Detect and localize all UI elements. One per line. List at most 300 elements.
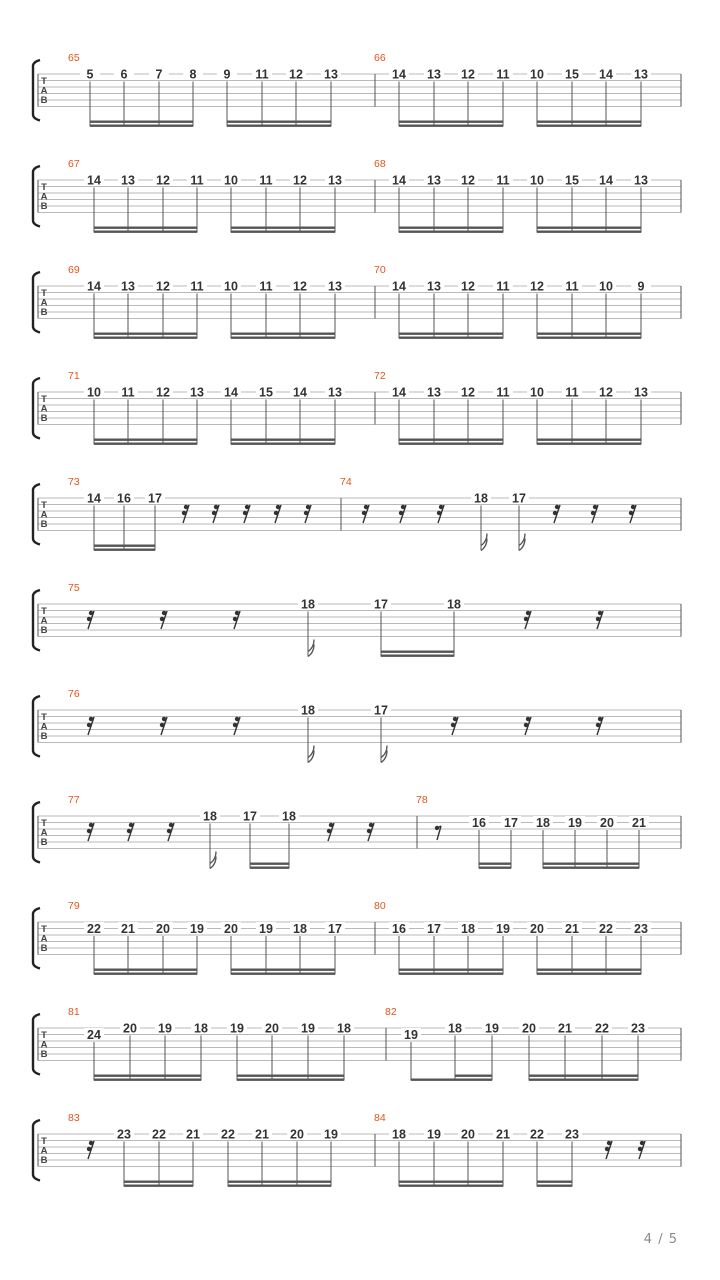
- fret-number: 18: [461, 922, 475, 936]
- fret-number: 18: [301, 597, 315, 612]
- fret-number: 18: [301, 703, 315, 718]
- system-bracket: [33, 696, 40, 757]
- fret-number: 10: [530, 173, 544, 188]
- fret-number: 20: [530, 922, 544, 936]
- fret-number: 13: [427, 173, 441, 188]
- fret-number: 23: [631, 1021, 645, 1036]
- sixteenth-rest: [87, 823, 94, 841]
- sixteenth-rest: [274, 505, 281, 523]
- beam: [228, 1185, 331, 1187]
- fret-number: 11: [121, 385, 135, 400]
- sixteenth-rest: [87, 611, 94, 629]
- fret-number: 19: [230, 1021, 244, 1036]
- tab-system: [33, 1112, 681, 1187]
- measure-number: 73: [68, 476, 80, 488]
- fret-number: 19: [158, 1021, 172, 1036]
- tab-system: [33, 688, 681, 763]
- fret-number: 11: [496, 173, 510, 188]
- fret-number: 21: [121, 922, 135, 936]
- fret-number: 14: [293, 385, 307, 400]
- system-bracket: [33, 908, 40, 969]
- tab-system: [33, 900, 681, 975]
- fret-number: 19: [190, 922, 204, 936]
- fret-number: 12: [461, 279, 475, 294]
- tab-clef-letter: T: [41, 1136, 47, 1147]
- fret-number: 15: [565, 173, 579, 188]
- fret-number: 17: [148, 491, 162, 506]
- fret-number: 22: [152, 1127, 166, 1142]
- measure-number: 69: [68, 264, 80, 276]
- fret-number: 5: [86, 67, 94, 82]
- fret-number: 16: [117, 491, 131, 506]
- system-bracket: [33, 272, 40, 333]
- measure-number: 78: [416, 794, 428, 806]
- fret-number: 20: [123, 1021, 137, 1036]
- fret-number: 12: [293, 279, 307, 294]
- fret-number: 18: [448, 1021, 462, 1036]
- sixteenth-rest: [160, 611, 167, 629]
- system-bracket: [33, 378, 40, 439]
- tab-system: [33, 1006, 681, 1081]
- beam: [537, 1185, 572, 1187]
- beam: [529, 1079, 638, 1081]
- beam: [94, 549, 155, 551]
- tab-system: [33, 476, 681, 551]
- measure-number: 66: [374, 52, 386, 64]
- tab-clef-letter: A: [40, 191, 48, 203]
- beam: [537, 439, 641, 441]
- fret-number: 14: [392, 279, 406, 294]
- beam: [94, 231, 197, 233]
- fret-number: 10: [224, 279, 238, 294]
- fret-number: 19: [324, 1127, 338, 1142]
- beam: [231, 333, 335, 335]
- tab-clef-letter: B: [40, 95, 48, 106]
- fret-number: 10: [530, 67, 544, 82]
- tab-clef-letter: T: [41, 924, 47, 935]
- system-bracket: [33, 1014, 40, 1075]
- fret-number: 21: [565, 922, 579, 936]
- tab-clef-letter: A: [40, 615, 48, 627]
- sixteenth-rest: [524, 717, 531, 735]
- beam: [479, 863, 511, 865]
- tab-system: [33, 264, 681, 339]
- fret-number: 23: [634, 922, 648, 936]
- tab-system: [33, 582, 681, 657]
- beam: [231, 969, 335, 971]
- fret-number: 17: [328, 922, 342, 936]
- tab-clef-letter: B: [40, 943, 48, 954]
- fret-number: 14: [599, 173, 613, 188]
- sixteenth-rest: [212, 505, 219, 523]
- measure-number: 74: [340, 476, 352, 488]
- fret-number: 14: [599, 67, 613, 82]
- measure-number: 82: [385, 1006, 397, 1018]
- sixteenth-rest: [167, 823, 174, 841]
- sixteenth-rest: [182, 505, 189, 523]
- beam: [94, 1075, 201, 1077]
- fret-number: 13: [427, 385, 441, 400]
- beam: [399, 227, 503, 229]
- fret-number: 15: [565, 67, 579, 82]
- sixteenth-rest: [160, 717, 167, 735]
- fret-number: 14: [87, 279, 101, 294]
- fret-number: 18: [203, 809, 217, 824]
- measure-number: 67: [68, 158, 80, 170]
- sixteenth-rest: [524, 611, 531, 629]
- fret-number: 17: [512, 491, 526, 506]
- fret-number: 13: [427, 279, 441, 294]
- fret-number: 10: [530, 385, 544, 400]
- tab-system: [33, 52, 681, 127]
- page-current: 4: [643, 1232, 654, 1247]
- fret-number: 16: [472, 816, 486, 830]
- beam: [537, 973, 641, 975]
- tab-clef-letter: A: [40, 85, 48, 97]
- measure-number: 84: [374, 1112, 386, 1124]
- system-bracket: [33, 1120, 40, 1181]
- tab-clef-letter: T: [41, 818, 47, 829]
- tab-clef-letter: B: [40, 1155, 48, 1166]
- sixteenth-rest: [327, 823, 334, 841]
- fret-number: 14: [224, 385, 238, 400]
- fret-number: 24: [87, 1028, 101, 1042]
- tab-clef-letter: T: [41, 394, 47, 405]
- fret-number: 13: [328, 173, 342, 188]
- system-bracket: [33, 166, 40, 227]
- measure-number: 65: [68, 52, 80, 64]
- tab-clef-letter: A: [40, 1039, 48, 1051]
- fret-number: 20: [290, 1127, 304, 1142]
- measure-number: 72: [374, 370, 386, 382]
- sixteenth-rest: [367, 823, 374, 841]
- beam: [399, 443, 503, 445]
- fret-number: 9: [223, 67, 231, 82]
- measure-number: 80: [374, 900, 386, 912]
- fret-number: 11: [190, 173, 204, 188]
- beam: [94, 545, 155, 547]
- fret-number: 13: [328, 385, 342, 400]
- tab-clef-letter: B: [40, 519, 48, 530]
- fret-number: 10: [224, 173, 238, 188]
- system-bracket: [33, 60, 40, 121]
- beam: [228, 1181, 331, 1183]
- beam: [237, 1079, 344, 1081]
- beam: [94, 439, 197, 441]
- fret-number: 18: [337, 1021, 351, 1036]
- beam: [537, 333, 641, 335]
- sixteenth-rest: [127, 823, 134, 841]
- beam: [543, 863, 639, 865]
- tab-clef-letter: T: [41, 500, 47, 511]
- beam: [399, 231, 503, 233]
- page-number: [644, 1232, 678, 1247]
- fret-number: 13: [634, 67, 648, 82]
- tab-clef-letter: B: [40, 1049, 48, 1060]
- fret-number: 11: [255, 67, 269, 82]
- fret-number: 18: [293, 922, 307, 936]
- beam: [231, 337, 335, 339]
- fret-number: 20: [265, 1021, 279, 1036]
- fret-number: 10: [87, 385, 101, 400]
- fret-number: 23: [565, 1127, 579, 1142]
- tab-clef-letter: A: [40, 297, 48, 309]
- fret-number: 22: [87, 922, 101, 936]
- fret-number: 13: [328, 279, 342, 294]
- sixteenth-rest: [87, 717, 94, 735]
- beam: [231, 443, 335, 445]
- beam: [90, 121, 193, 123]
- beam: [455, 1075, 492, 1077]
- measure-number: 79: [68, 900, 80, 912]
- fret-number: 21: [632, 816, 646, 830]
- sixteenth-rest: [596, 717, 603, 735]
- tab-clef-letter: T: [41, 182, 47, 193]
- sixteenth-rest: [605, 1141, 612, 1159]
- fret-number: 17: [374, 703, 388, 718]
- fret-number: 19: [485, 1021, 499, 1036]
- beam: [537, 443, 641, 445]
- system-bracket: [33, 484, 40, 545]
- sixteenth-rest: [362, 505, 369, 523]
- fret-number: 13: [427, 67, 441, 82]
- fret-number: 11: [190, 279, 204, 294]
- beam: [227, 121, 331, 123]
- sixteenth-rest: [233, 611, 240, 629]
- beam: [94, 969, 197, 971]
- beam: [537, 1181, 572, 1183]
- beam: [94, 443, 197, 445]
- fret-number: 12: [599, 385, 613, 400]
- tab-system: [33, 370, 681, 445]
- fret-number: 19: [427, 1127, 441, 1142]
- beam: [399, 333, 503, 335]
- tab-system: [33, 794, 681, 869]
- tab-clef-letter: B: [40, 731, 48, 742]
- beam: [399, 1181, 503, 1183]
- beam: [399, 969, 503, 971]
- beam: [124, 1181, 193, 1183]
- sixteenth-rest: [87, 1141, 94, 1159]
- measure-number: 75: [68, 582, 80, 594]
- tab-clef-letter: A: [40, 1145, 48, 1157]
- fret-number: 7: [155, 67, 163, 82]
- tab-clef-letter: T: [41, 76, 47, 87]
- tab-clef-letter: B: [40, 307, 48, 318]
- fret-number: 12: [289, 67, 303, 82]
- fret-number: 18: [536, 816, 550, 830]
- beam: [381, 655, 454, 657]
- fret-number: 10: [599, 279, 613, 294]
- page-separator: /: [658, 1232, 664, 1247]
- measure-number: 77: [68, 794, 80, 806]
- fret-number: 19: [404, 1028, 418, 1042]
- fret-number: 14: [392, 67, 406, 82]
- fret-number: 23: [117, 1127, 131, 1142]
- fret-number: 12: [293, 173, 307, 188]
- fret-number: 19: [496, 922, 510, 936]
- beam: [94, 227, 197, 229]
- fret-number: 8: [189, 67, 197, 82]
- fret-number: 16: [392, 922, 406, 936]
- sixteenth-rest: [638, 1141, 645, 1159]
- sixteenth-rest: [399, 505, 406, 523]
- fret-number: 11: [496, 385, 510, 400]
- fret-number: 15: [259, 385, 273, 400]
- fret-number: 21: [186, 1127, 200, 1142]
- tab-clef-letter: B: [40, 837, 48, 848]
- fret-number: 14: [87, 173, 101, 188]
- fret-number: 13: [634, 385, 648, 400]
- sixteenth-rest: [437, 505, 444, 523]
- beam: [399, 1185, 503, 1187]
- fret-number: 18: [194, 1021, 208, 1036]
- beam: [529, 1075, 638, 1077]
- fret-number: 13: [190, 385, 204, 400]
- measure-number: 71: [68, 370, 80, 382]
- fret-number: 21: [255, 1127, 269, 1142]
- measure-number: 83: [68, 1112, 80, 1124]
- tab-system: [33, 158, 681, 233]
- beam: [537, 125, 641, 127]
- fret-number: 12: [530, 279, 544, 294]
- beam: [543, 867, 639, 869]
- fret-number: 19: [301, 1021, 315, 1036]
- fret-number: 6: [120, 67, 128, 82]
- fret-number: 12: [156, 385, 170, 400]
- fret-number: 22: [599, 922, 613, 936]
- fret-number: 12: [461, 67, 475, 82]
- beam: [227, 125, 331, 127]
- beam: [537, 227, 641, 229]
- beam: [231, 439, 335, 441]
- sixteenth-rest: [233, 717, 240, 735]
- fret-number: 20: [461, 1127, 475, 1142]
- beam: [537, 121, 641, 123]
- tab-clef-letter: A: [40, 933, 48, 945]
- tab-clef-letter: B: [40, 625, 48, 636]
- tab-clef-letter: A: [40, 721, 48, 733]
- beam: [250, 867, 289, 869]
- fret-number: 14: [392, 385, 406, 400]
- beam: [90, 125, 193, 127]
- fret-number: 17: [243, 809, 257, 824]
- fret-number: 21: [558, 1021, 572, 1036]
- sixteenth-rest: [596, 611, 603, 629]
- tab-clef-letter: A: [40, 403, 48, 415]
- tab-clef-letter: T: [41, 606, 47, 617]
- fret-number: 18: [447, 597, 461, 612]
- fret-number: 20: [600, 816, 614, 830]
- beam: [250, 863, 289, 865]
- beam: [399, 973, 503, 975]
- fret-number: 11: [259, 279, 273, 294]
- tab-clef-letter: T: [41, 288, 47, 299]
- fret-number: 13: [324, 67, 338, 82]
- beam: [94, 1079, 201, 1081]
- fret-number: 11: [496, 279, 510, 294]
- beam: [231, 973, 335, 975]
- beam: [94, 333, 197, 335]
- fret-number: 12: [461, 173, 475, 188]
- beam: [399, 125, 503, 127]
- fret-number: 11: [565, 279, 579, 294]
- sixteenth-rest: [591, 505, 598, 523]
- beam: [399, 121, 503, 123]
- beam: [124, 1185, 193, 1187]
- system-bracket: [33, 590, 40, 651]
- fret-number: 11: [259, 173, 273, 188]
- fret-number: 13: [121, 173, 135, 188]
- beam: [231, 227, 335, 229]
- beam: [455, 1079, 492, 1081]
- fret-number: 12: [156, 279, 170, 294]
- fret-number: 17: [427, 922, 441, 936]
- tab-clef-letter: T: [41, 712, 47, 723]
- system-bracket: [33, 802, 40, 863]
- fret-number: 22: [221, 1127, 235, 1142]
- fret-number: 20: [522, 1021, 536, 1036]
- fret-number: 12: [461, 385, 475, 400]
- fret-number: 19: [568, 816, 582, 830]
- fret-number: 18: [474, 491, 488, 506]
- beam: [537, 969, 641, 971]
- beam: [399, 439, 503, 441]
- beam: [237, 1075, 344, 1077]
- tab-clef-letter: A: [40, 509, 48, 521]
- measure-number: 70: [374, 264, 386, 276]
- beam: [411, 1079, 455, 1081]
- measure-number: 76: [68, 688, 80, 700]
- beam: [94, 337, 197, 339]
- fret-number: 22: [530, 1127, 544, 1142]
- fret-number: 18: [282, 809, 296, 824]
- fret-number: 21: [496, 1127, 510, 1142]
- beam: [94, 973, 197, 975]
- beam: [231, 231, 335, 233]
- fret-number: 13: [634, 173, 648, 188]
- eighth-rest: [435, 826, 441, 840]
- measure-number: 68: [374, 158, 386, 170]
- tab-clef-letter: T: [41, 1030, 47, 1041]
- sixteenth-rest: [629, 505, 636, 523]
- fret-number: 18: [392, 1127, 406, 1142]
- fret-number: 14: [87, 491, 101, 506]
- fret-number: 13: [121, 279, 135, 294]
- fret-number: 12: [156, 173, 170, 188]
- measure-number: 81: [68, 1006, 80, 1018]
- fret-number: 19: [259, 922, 273, 936]
- tab-clef-letter: B: [40, 201, 48, 212]
- fret-number: 14: [392, 173, 406, 188]
- fret-number: 22: [595, 1021, 609, 1036]
- page-total: 5: [668, 1232, 678, 1247]
- fret-number: 17: [504, 816, 518, 830]
- tab-clef-letter: A: [40, 827, 48, 839]
- fret-number: 11: [496, 67, 510, 82]
- beam: [399, 337, 503, 339]
- sixteenth-rest: [451, 717, 458, 735]
- beam: [479, 867, 511, 869]
- fret-number: 17: [374, 597, 388, 612]
- fret-number: 9: [637, 279, 645, 294]
- fret-number: 20: [224, 922, 238, 936]
- fret-number: 20: [156, 922, 170, 936]
- beam: [537, 337, 641, 339]
- fret-number: 11: [565, 385, 579, 400]
- tab-clef-letter: B: [40, 413, 48, 424]
- sixteenth-rest: [243, 505, 250, 523]
